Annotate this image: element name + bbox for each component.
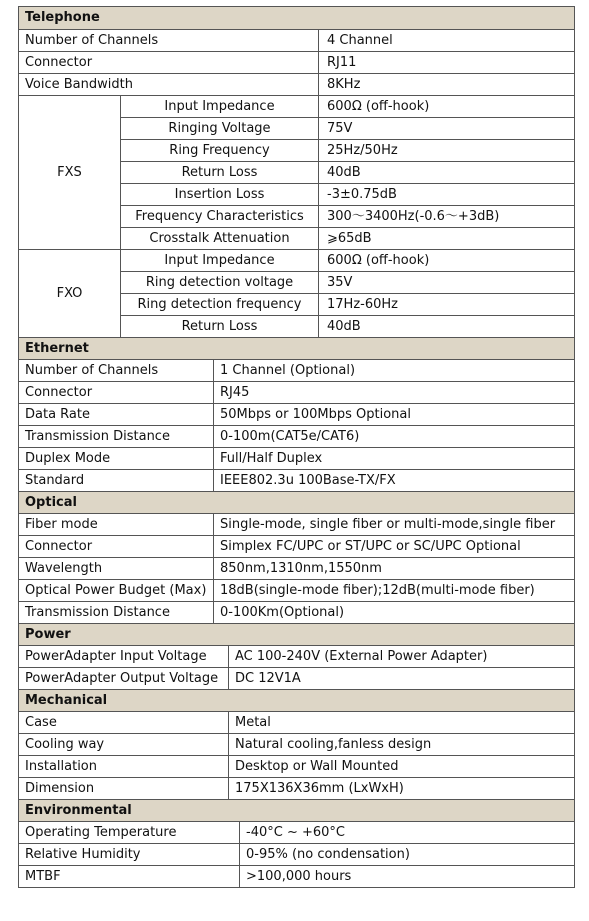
spec-label: Dimension bbox=[19, 778, 229, 800]
spec-value: 0-100Km(Optional) bbox=[214, 602, 575, 624]
spec-value: 35V bbox=[319, 272, 575, 294]
spec-label: Return Loss bbox=[121, 316, 319, 338]
spec-row bbox=[19, 602, 575, 624]
spec-label: Fiber mode bbox=[19, 514, 214, 536]
spec-value: RJ11 bbox=[319, 52, 575, 74]
environmental-table bbox=[18, 799, 575, 888]
spec-row bbox=[19, 514, 575, 536]
spec-value: AC 100-240V (External Power Adapter) bbox=[229, 646, 575, 668]
spec-row bbox=[19, 426, 575, 448]
spec-label: PowerAdapter Input Voltage bbox=[19, 646, 229, 668]
spec-value: 300～3400Hz(-0.6～+3dB) bbox=[319, 206, 575, 228]
spec-label: Connector bbox=[19, 382, 214, 404]
section-title-ethernet: Ethernet bbox=[19, 338, 575, 360]
spec-label: Connector bbox=[19, 536, 214, 558]
spec-value: 40dB bbox=[319, 162, 575, 184]
spec-value: 0-95% (no condensation) bbox=[240, 844, 575, 866]
spec-row bbox=[19, 470, 575, 492]
spec-value: Natural cooling,fanless design bbox=[229, 734, 575, 756]
spec-value: IEEE802.3u 100Base-TX/FX bbox=[214, 470, 575, 492]
spec-label: Crosstalk Attenuation bbox=[121, 228, 319, 250]
spec-row bbox=[19, 558, 575, 580]
ethernet-optical-table bbox=[18, 337, 575, 624]
spec-row bbox=[19, 404, 575, 426]
spec-value: 18dB(single-mode fiber);12dB(multi-mode fiber) bbox=[214, 580, 575, 602]
spec-label: Duplex Mode bbox=[19, 448, 214, 470]
spec-value: 600Ω (off-hook) bbox=[319, 96, 575, 118]
spec-label: Input Impedance bbox=[121, 96, 319, 118]
spec-row bbox=[19, 822, 575, 844]
spec-label: Wavelength bbox=[19, 558, 214, 580]
spec-label: Connector bbox=[19, 52, 319, 74]
spec-row bbox=[19, 712, 575, 734]
spec-row bbox=[19, 668, 575, 690]
spec-label: Operating Temperature bbox=[19, 822, 240, 844]
spec-row bbox=[19, 536, 575, 558]
spec-label: Optical Power Budget (Max) bbox=[19, 580, 214, 602]
spec-row bbox=[19, 382, 575, 404]
section-title-telephone: Telephone bbox=[19, 7, 575, 30]
spec-label: Number of Channels bbox=[19, 360, 214, 382]
spec-label: Relative Humidity bbox=[19, 844, 240, 866]
spec-value: 4 Channel bbox=[319, 30, 575, 52]
spec-row bbox=[19, 844, 575, 866]
spec-label: MTBF bbox=[19, 866, 240, 888]
spec-label: Insertion Loss bbox=[121, 184, 319, 206]
spec-row bbox=[19, 74, 575, 96]
spec-label: Ring Frequency bbox=[121, 140, 319, 162]
spec-value: RJ45 bbox=[214, 382, 575, 404]
spec-value: ⩾65dB bbox=[319, 228, 575, 250]
spec-value: 850nm,1310nm,1550nm bbox=[214, 558, 575, 580]
spec-value: -3±0.75dB bbox=[319, 184, 575, 206]
spec-row bbox=[19, 646, 575, 668]
spec-value: 8KHz bbox=[319, 74, 575, 96]
spec-label: Data Rate bbox=[19, 404, 214, 426]
section-header bbox=[19, 690, 575, 712]
spec-label: Case bbox=[19, 712, 229, 734]
spec-value: 17Hz-60Hz bbox=[319, 294, 575, 316]
spec-row bbox=[19, 360, 575, 382]
spec-label: Voice Bandwidth bbox=[19, 74, 319, 96]
section-header bbox=[19, 800, 575, 822]
spec-value: 0-100m(CAT5e/CAT6) bbox=[214, 426, 575, 448]
spec-sheet bbox=[18, 6, 574, 888]
spec-label: Input Impedance bbox=[121, 250, 319, 272]
spec-row bbox=[19, 96, 575, 118]
spec-row bbox=[19, 866, 575, 888]
section-header bbox=[19, 492, 575, 514]
spec-value: Desktop or Wall Mounted bbox=[229, 756, 575, 778]
spec-value: 75V bbox=[319, 118, 575, 140]
spec-value: 1 Channel (Optional) bbox=[214, 360, 575, 382]
spec-value: -40°C ~ +60°C bbox=[240, 822, 575, 844]
section-title-optical: Optical bbox=[19, 492, 575, 514]
section-header bbox=[19, 7, 575, 30]
spec-label: Frequency Characteristics bbox=[121, 206, 319, 228]
spec-value: Metal bbox=[229, 712, 575, 734]
section-header bbox=[19, 338, 575, 360]
group-label-fxo: FXO bbox=[19, 250, 121, 338]
spec-label: Standard bbox=[19, 470, 214, 492]
section-header bbox=[19, 624, 575, 646]
spec-label: Ring detection frequency bbox=[121, 294, 319, 316]
spec-label: Transmission Distance bbox=[19, 426, 214, 448]
spec-row bbox=[19, 30, 575, 52]
power-table bbox=[18, 623, 575, 690]
spec-label: Transmission Distance bbox=[19, 602, 214, 624]
spec-value: 40dB bbox=[319, 316, 575, 338]
spec-label: Ring detection voltage bbox=[121, 272, 319, 294]
group-label-fxs: FXS bbox=[19, 96, 121, 250]
spec-row bbox=[19, 448, 575, 470]
section-title-environmental: Environmental bbox=[19, 800, 575, 822]
spec-row bbox=[19, 778, 575, 800]
spec-value: >100,000 hours bbox=[240, 866, 575, 888]
spec-value: Full/Half Duplex bbox=[214, 448, 575, 470]
spec-value: DC 12V1A bbox=[229, 668, 575, 690]
spec-label: Installation bbox=[19, 756, 229, 778]
spec-value: 175X136X36mm (LxWxH) bbox=[229, 778, 575, 800]
spec-row bbox=[19, 52, 575, 74]
spec-row bbox=[19, 580, 575, 602]
spec-label: Cooling way bbox=[19, 734, 229, 756]
mechanical-table bbox=[18, 689, 575, 800]
spec-value: 50Mbps or 100Mbps Optional bbox=[214, 404, 575, 426]
telephone-table bbox=[18, 6, 575, 338]
section-title-mechanical: Mechanical bbox=[19, 690, 575, 712]
spec-value: 25Hz/50Hz bbox=[319, 140, 575, 162]
spec-label: Return Loss bbox=[121, 162, 319, 184]
section-title-power: Power bbox=[19, 624, 575, 646]
spec-row bbox=[19, 756, 575, 778]
spec-label: PowerAdapter Output Voltage bbox=[19, 668, 229, 690]
spec-row bbox=[19, 250, 575, 272]
spec-value: Simplex FC/UPC or ST/UPC or SC/UPC Optional bbox=[214, 536, 575, 558]
spec-value: Single-mode, single fiber or multi-mode,single fiber bbox=[214, 514, 575, 536]
spec-row bbox=[19, 734, 575, 756]
spec-value: 600Ω (off-hook) bbox=[319, 250, 575, 272]
spec-label: Ringing Voltage bbox=[121, 118, 319, 140]
spec-label: Number of Channels bbox=[19, 30, 319, 52]
